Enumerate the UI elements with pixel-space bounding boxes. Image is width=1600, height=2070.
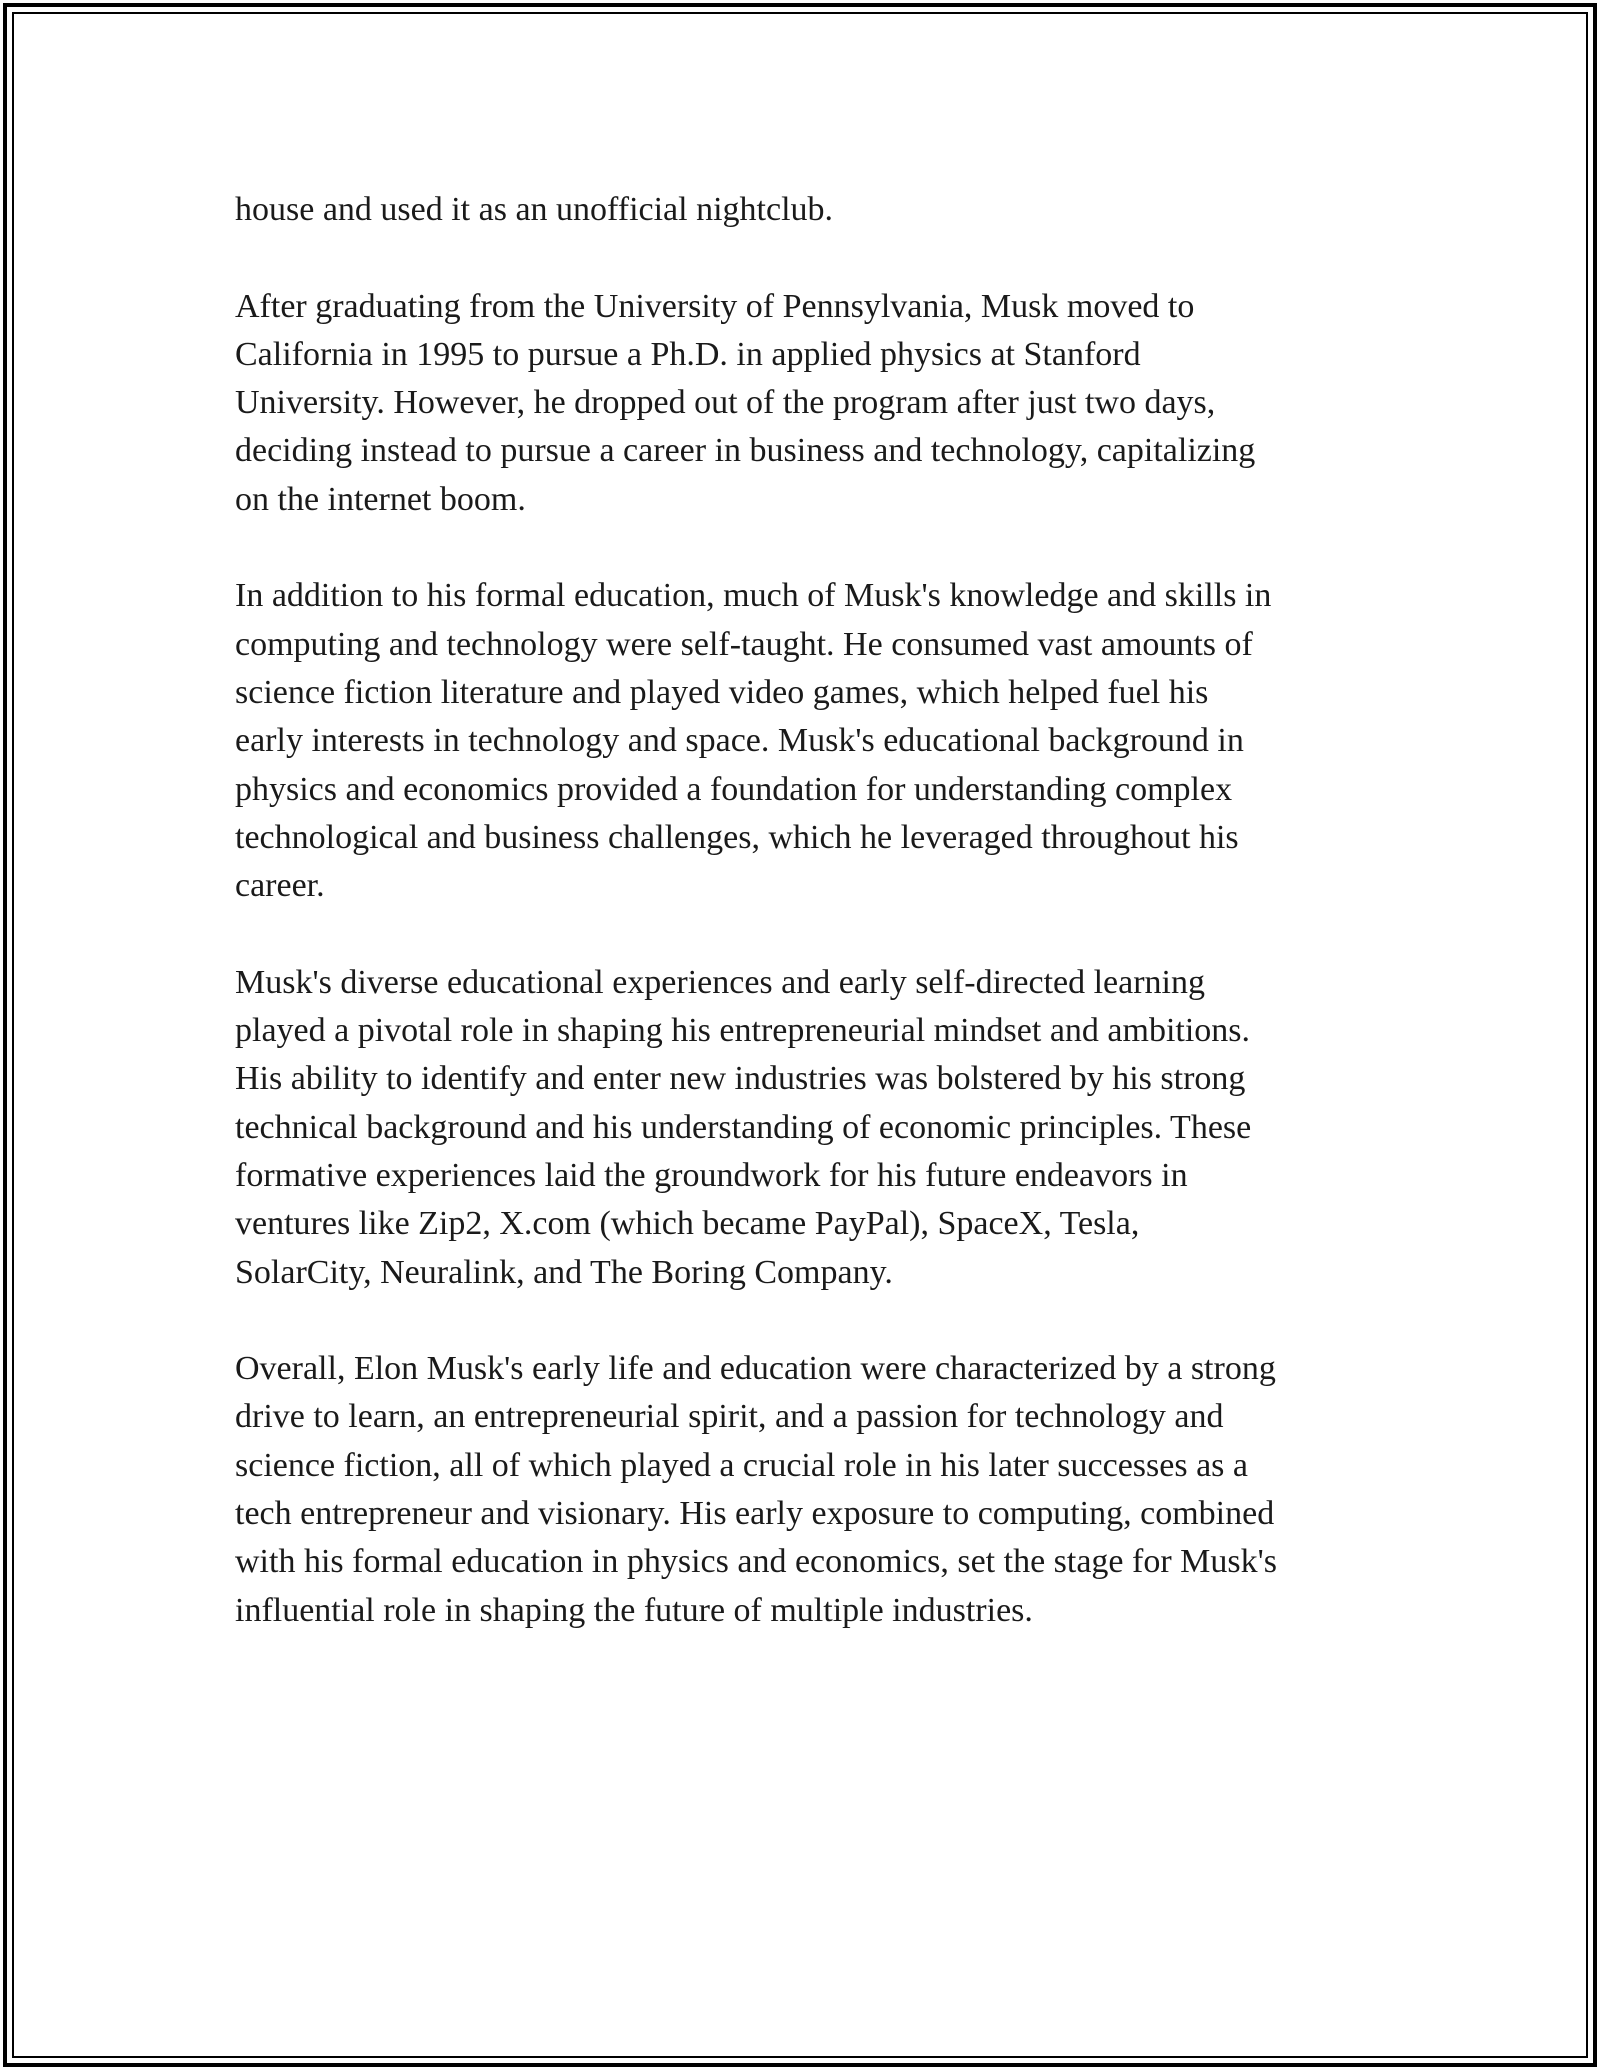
- paragraph-1: house and used it as an unofficial nightclub.: [235, 191, 834, 228]
- paragraph-5: Overall, Elon Musk's early life and education were characterized by a strong drive to learn, an entrepreneurial spirit, and a passion for technology and science fiction, all of which played a crucial role in his later successes as a tech entrepreneur and visionary. His early exposure to computing, combined with his formal education in physics and economics, set the stage for Musk's influential role in shaping the future of multiple industries.: [235, 1350, 1277, 1629]
- paragraph-3: In addition to his formal education, much of Musk's knowledge and skills in computing and technology were self-taught. He consumed vast amounts of science fiction literature and played video games, which helped fuel his early interests in technology and space. Musk's educational background in physics and economics provided a foundation for understanding complex technological and business challenges, which he leveraged throughout his career.: [235, 577, 1272, 905]
- document-body: [235, 186, 1405, 1635]
- paragraph-4: Musk's diverse educational experiences and early self-directed learning played a pivotal role in shaping his entrepreneurial mindset and ambitions. His ability to identify and enter new industries was bolstered by his strong technical background and his understanding of economic principles. These formative experiences laid the groundwork for his future endeavors in ventures like Zip2, X.com (which became PayPal), SpaceX, Tesla, SolarCity, Neuralink, and The Boring Company.: [235, 963, 1252, 1291]
- paragraph-2: After graduating from the University of Pennsylvania, Musk moved to California in 1995 to pursue a Ph.D. in applied physics at Stanford University. However, he dropped out of the program after just two days, deciding instead to pursue a career in business and technology, capitalizing on the internet boom.: [235, 287, 1256, 518]
